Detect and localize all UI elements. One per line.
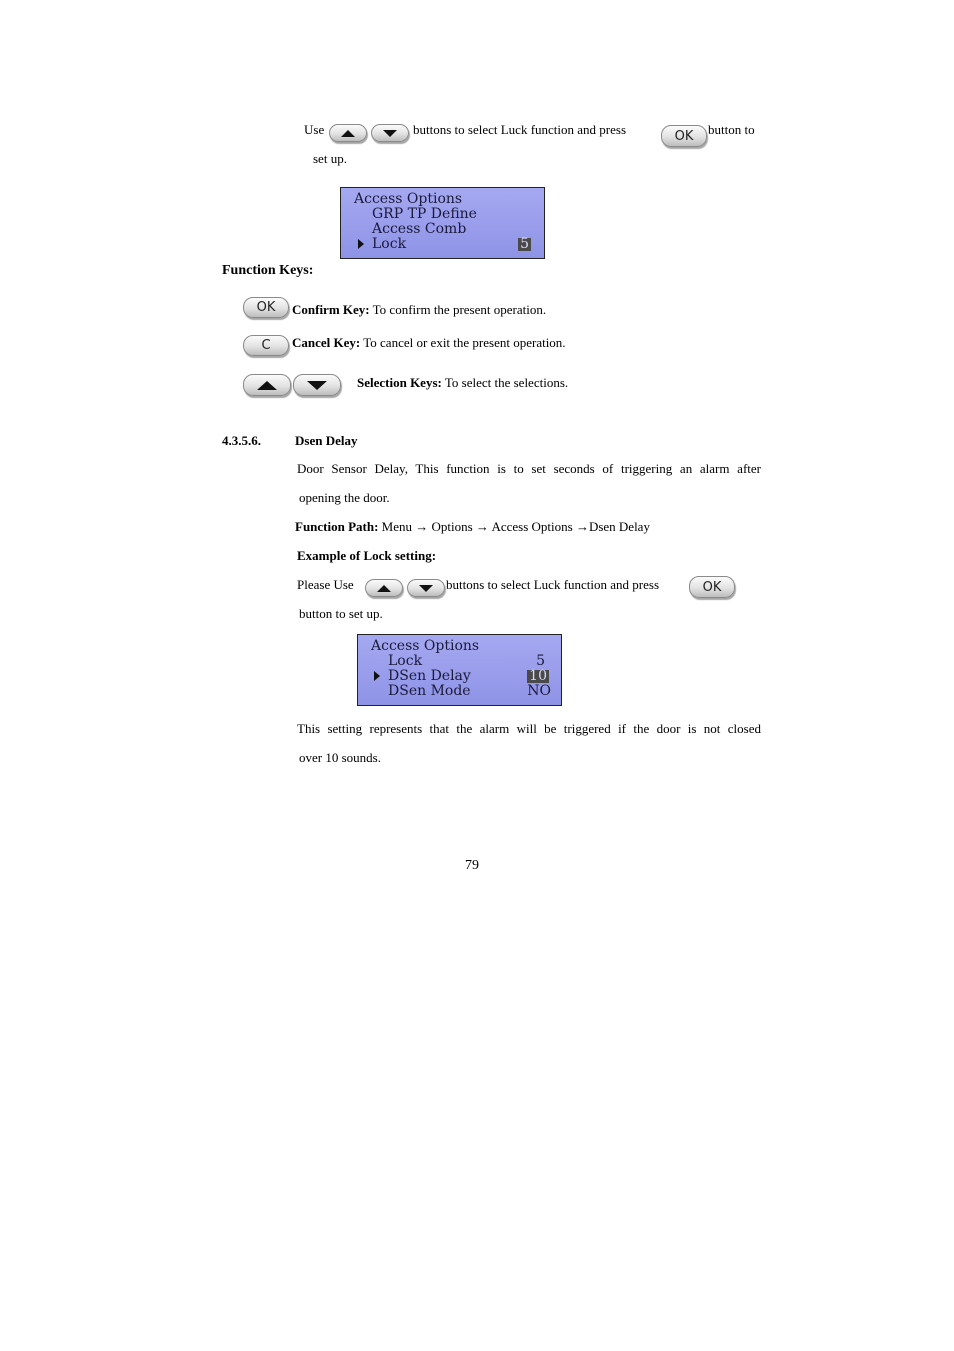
lcd-screen-access-options: [340, 187, 545, 259]
lcd-row-value: 10: [529, 668, 547, 684]
please-use-text: Please Use: [297, 577, 354, 592]
section-number: 4.3.5.6.: [222, 433, 261, 448]
intro-use-text: Use: [304, 122, 325, 137]
lcd-row-label: Access Comb: [372, 221, 467, 237]
function-path: [295, 519, 650, 535]
key-desc: To confirm the present operation.: [369, 302, 547, 317]
function-path-label: Function Path:: [295, 519, 379, 534]
up-key-button: [365, 579, 403, 597]
cancel-key-line: [292, 335, 566, 351]
down-key-button: [371, 124, 409, 142]
selection-keys-line: [357, 375, 568, 391]
lcd-title: Access Options: [354, 191, 463, 207]
up-arrow-icon: [341, 130, 355, 137]
selector-arrow-icon: [374, 671, 380, 681]
lcd-row-value: 5: [536, 653, 545, 669]
down-arrow-icon: [307, 381, 327, 390]
example-heading: Example of Lock setting:: [297, 548, 437, 563]
intro-end-text: button to: [708, 122, 755, 137]
key-desc: To cancel or exit the present operation.: [360, 335, 566, 350]
up-arrow-icon: [377, 585, 391, 592]
down-key-button: [293, 374, 341, 396]
down-arrow-icon: [419, 585, 433, 592]
lcd-row-label: DSen Delay: [388, 668, 471, 684]
down-arrow-icon: [383, 130, 397, 137]
selector-arrow-icon: [358, 239, 364, 249]
function-keys-heading: Function Keys:: [222, 263, 314, 278]
lcd-row-label: Lock: [372, 236, 407, 252]
lcd-row-label: Lock: [388, 653, 423, 669]
key-name: Confirm Key:: [292, 302, 370, 317]
up-arrow-icon: [257, 381, 277, 390]
section-desc-line1: Door Sensor Delay, This function is to set seconds of triggering an alarm after: [297, 461, 761, 476]
confirm-key-line: [292, 302, 546, 318]
ok-key-button: OK: [243, 297, 289, 318]
lcd-row-value: 5: [520, 236, 529, 252]
cancel-key-button: C: [243, 335, 289, 356]
lcd-row-label: GRP TP Define: [372, 206, 477, 222]
page-number: 79: [465, 858, 479, 873]
lcd-title: Access Options: [371, 638, 480, 654]
example-mid-text: buttons to select Luck function and press: [446, 577, 660, 592]
up-key-button: [243, 374, 291, 396]
ok-key-button: OK: [661, 125, 707, 147]
section-title: Dsen Delay: [295, 433, 358, 448]
key-name: Selection Keys:: [357, 375, 442, 390]
lcd-screen-dsen-delay: [357, 634, 562, 706]
lcd-row-label: DSen Mode: [388, 683, 471, 699]
key-name: Cancel Key:: [292, 335, 361, 350]
intro-mid-text: buttons to select Luck function and press: [413, 122, 627, 137]
up-key-button: [329, 124, 367, 142]
ok-key-button: OK: [689, 576, 735, 598]
result-line2: over 10 sounds.: [299, 750, 381, 765]
section-desc-line2: opening the door.: [299, 490, 390, 505]
function-path-value: Menu → Options → Access Options →Dsen Delay: [378, 519, 650, 534]
down-key-button: [407, 579, 445, 597]
result-line1: This setting represents that the alarm will be triggered if the door is not closed: [297, 721, 761, 736]
key-desc: To select the selections.: [441, 375, 569, 390]
intro-line2-text: set up.: [313, 151, 347, 166]
example-line2-text: button to set up.: [299, 606, 383, 621]
lcd-row-value: NO: [527, 683, 551, 699]
